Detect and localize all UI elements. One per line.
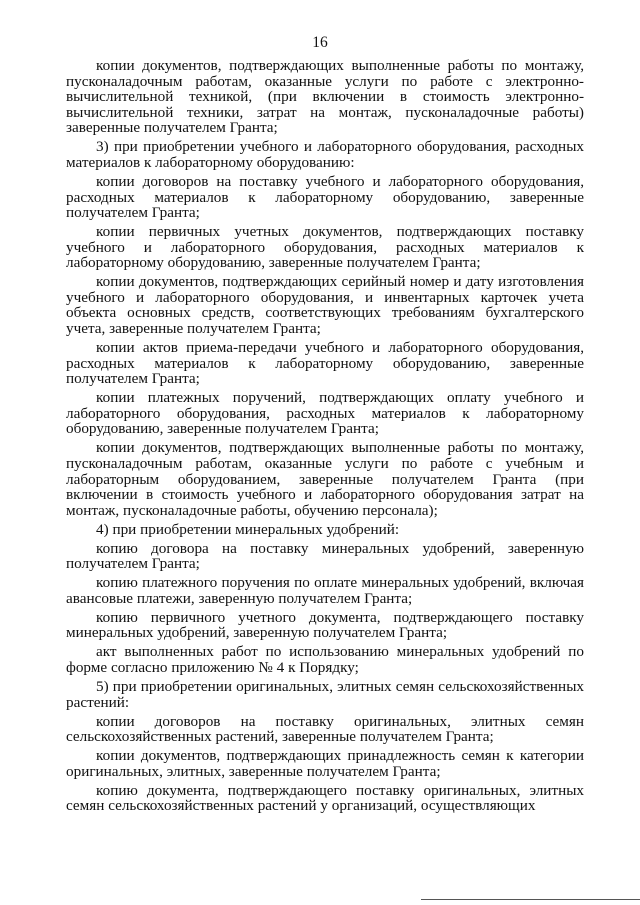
paragraph: копию платежного поручения по оплате минеральных удобрений, включая авансовые платежи, заверенную получателем Гранта; — [66, 574, 584, 607]
paragraph: копии документов, подтверждающих серийный номер и дату изготовления учебного и лабораторного оборудования, и инвентарных карточек учета объекта основных средств, соответствующих требованиям бухгалтерского учета, заверенные получателем Гранта; — [66, 273, 584, 338]
paragraph: копию первичного учетного документа, подтверждающего поставку минеральных удобрений, заверенную получателем Гранта; — [66, 608, 584, 642]
paragraph: копии договоров на поставку оригинальных, элитных семян сельскохозяйственных растений, заверенные получателем Гранта; — [66, 712, 584, 746]
paragraph: копии документов, подтверждающих принадлежность семян к категории оригинальных, элитных, заверенные получателем Гранта; — [66, 747, 584, 780]
paragraph: копию документа, подтверждающего поставку оригинальных, элитных семян сельскохозяйственных растений у организаций, осуществляющих — [66, 781, 584, 815]
paragraph: 5) при приобретении оригинальных, элитных семян сельскохозяйственных растений: — [66, 678, 584, 711]
paragraph: копии платежных поручений, подтверждающих оплату учебного и лабораторного оборудования, расходных материалов к лабораторному оборудованию, заверенные получателем Гранта; — [66, 389, 584, 438]
body-text — [66, 58, 584, 814]
paragraph: 3) при приобретении учебного и лабораторного оборудования, расходных материалов к лабораторному оборудованию: — [66, 138, 584, 171]
paragraph: копию договора на поставку минеральных удобрений, заверенную получателем Гранта; — [66, 539, 584, 573]
bottom-rule — [421, 899, 640, 900]
paragraph: копии договоров на поставку учебного и лабораторного оборудования, расходных материалов к лабораторному оборудованию, заверенные получателем Гранта; — [66, 172, 584, 222]
paragraph: копии документов, подтверждающих выполненные работы по монтажу, пусконаладочным работам, оказанные услуги по работе с учебным и лабораторным оборудованием, заверенные получателем Гранта (при включении в стоимость учебного и лабораторного оборудования затрат на монтаж, пусконаладочные работы, обучению персонала); — [66, 439, 584, 519]
paragraph: копии актов приема-передачи учебного и лабораторного оборудования, расходных материалов к лабораторному оборудованию, заверенные получателем Гранта; — [66, 339, 584, 388]
page-number: 16 — [312, 34, 328, 51]
paragraph: 4) при приобретении минеральных удобрений: — [96, 520, 400, 538]
paragraph: копии документов, подтверждающих выполненные работы по монтажу, пусконаладочным работам, оказанные услуги по работе с электронно-вычислительной техникой, (при включении в стоимость электронно-вычислительной техники, затрат на монтаж, пусконаладочные работы) заверенные получателем Гранта; — [66, 57, 584, 137]
paragraph: копии первичных учетных документов, подтверждающих поставку учебного и лабораторного оборудования, расходных материалов к лабораторному оборудованию, заверенные получателем Гранта; — [66, 223, 584, 272]
paragraph: акт выполненных работ по использованию минеральных удобрений по форме согласно приложению № 4 к Порядку; — [66, 643, 584, 677]
